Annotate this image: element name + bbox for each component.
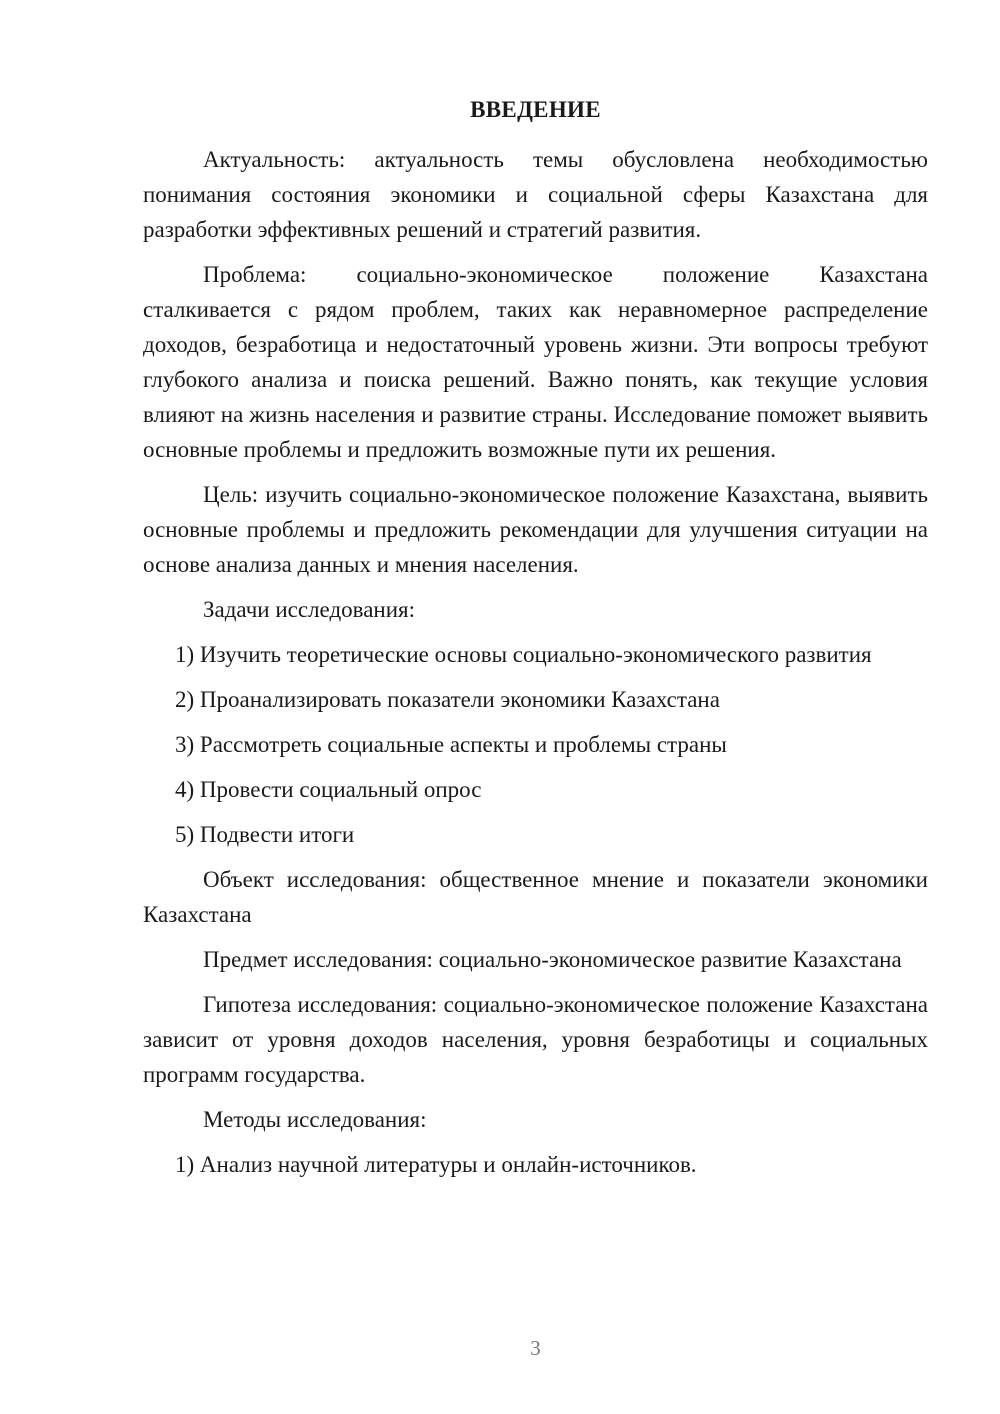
paragraph-hypothesis: Гипотеза исследования: социально-экономическое положение Казахстана зависит от уровня доходов населения, уровня безработицы и социальных программ государства. bbox=[143, 992, 928, 1087]
method-item-1: 1) Анализ научной литературы и онлайн-источников. bbox=[175, 1152, 697, 1177]
methods-heading: Методы исследования: bbox=[203, 1107, 427, 1132]
document-page bbox=[143, 0, 928, 1414]
task-item-4: 4) Провести социальный опрос bbox=[175, 777, 482, 802]
paragraph-subject: Предмет исследования: социально-экономическое развитие Казахстана bbox=[203, 947, 902, 972]
paragraph-relevance: Актуальность: актуальность темы обусловлена необходимостью понимания состояния экономики и социальной сферы Казахстана для разработки эффективных решений и стратегий развития. bbox=[143, 147, 928, 242]
paragraph-problem: Проблема: социально-экономическое положение Казахстана сталкивается с рядом проблем, таких как неравномерное распределение доходов, безработица и недостаточный уровень жизни. Эти вопросы требуют глубокого анализа и поиска решений. Важно понять, как текущие условия влияют на жизнь населения и развитие страны. Исследование поможет выявить основные проблемы и предложить возможные пути их решения. bbox=[143, 262, 928, 462]
task-item-1: 1) Изучить теоретические основы социально-экономического развития bbox=[175, 642, 872, 667]
page-title: ВВЕДЕНИЕ bbox=[470, 97, 601, 122]
document-body bbox=[143, 142, 928, 1192]
task-item-2: 2) Проанализировать показатели экономики Казахстана bbox=[175, 687, 720, 712]
tasks-heading: Задачи исследования: bbox=[203, 597, 416, 622]
paragraph-goal: Цель: изучить социально-экономическое положение Казахстана, выявить основные проблемы и предложить рекомендации для улучшения ситуации на основе анализа данных и мнения населения. bbox=[143, 482, 928, 577]
paragraph-object: Объект исследования: общественное мнение и показатели экономики Казахстана bbox=[143, 867, 928, 927]
page-number: 3 bbox=[530, 1336, 541, 1360]
task-item-3: 3) Рассмотреть социальные аспекты и проблемы страны bbox=[175, 732, 727, 757]
task-item-5: 5) Подвести итоги bbox=[175, 822, 355, 847]
